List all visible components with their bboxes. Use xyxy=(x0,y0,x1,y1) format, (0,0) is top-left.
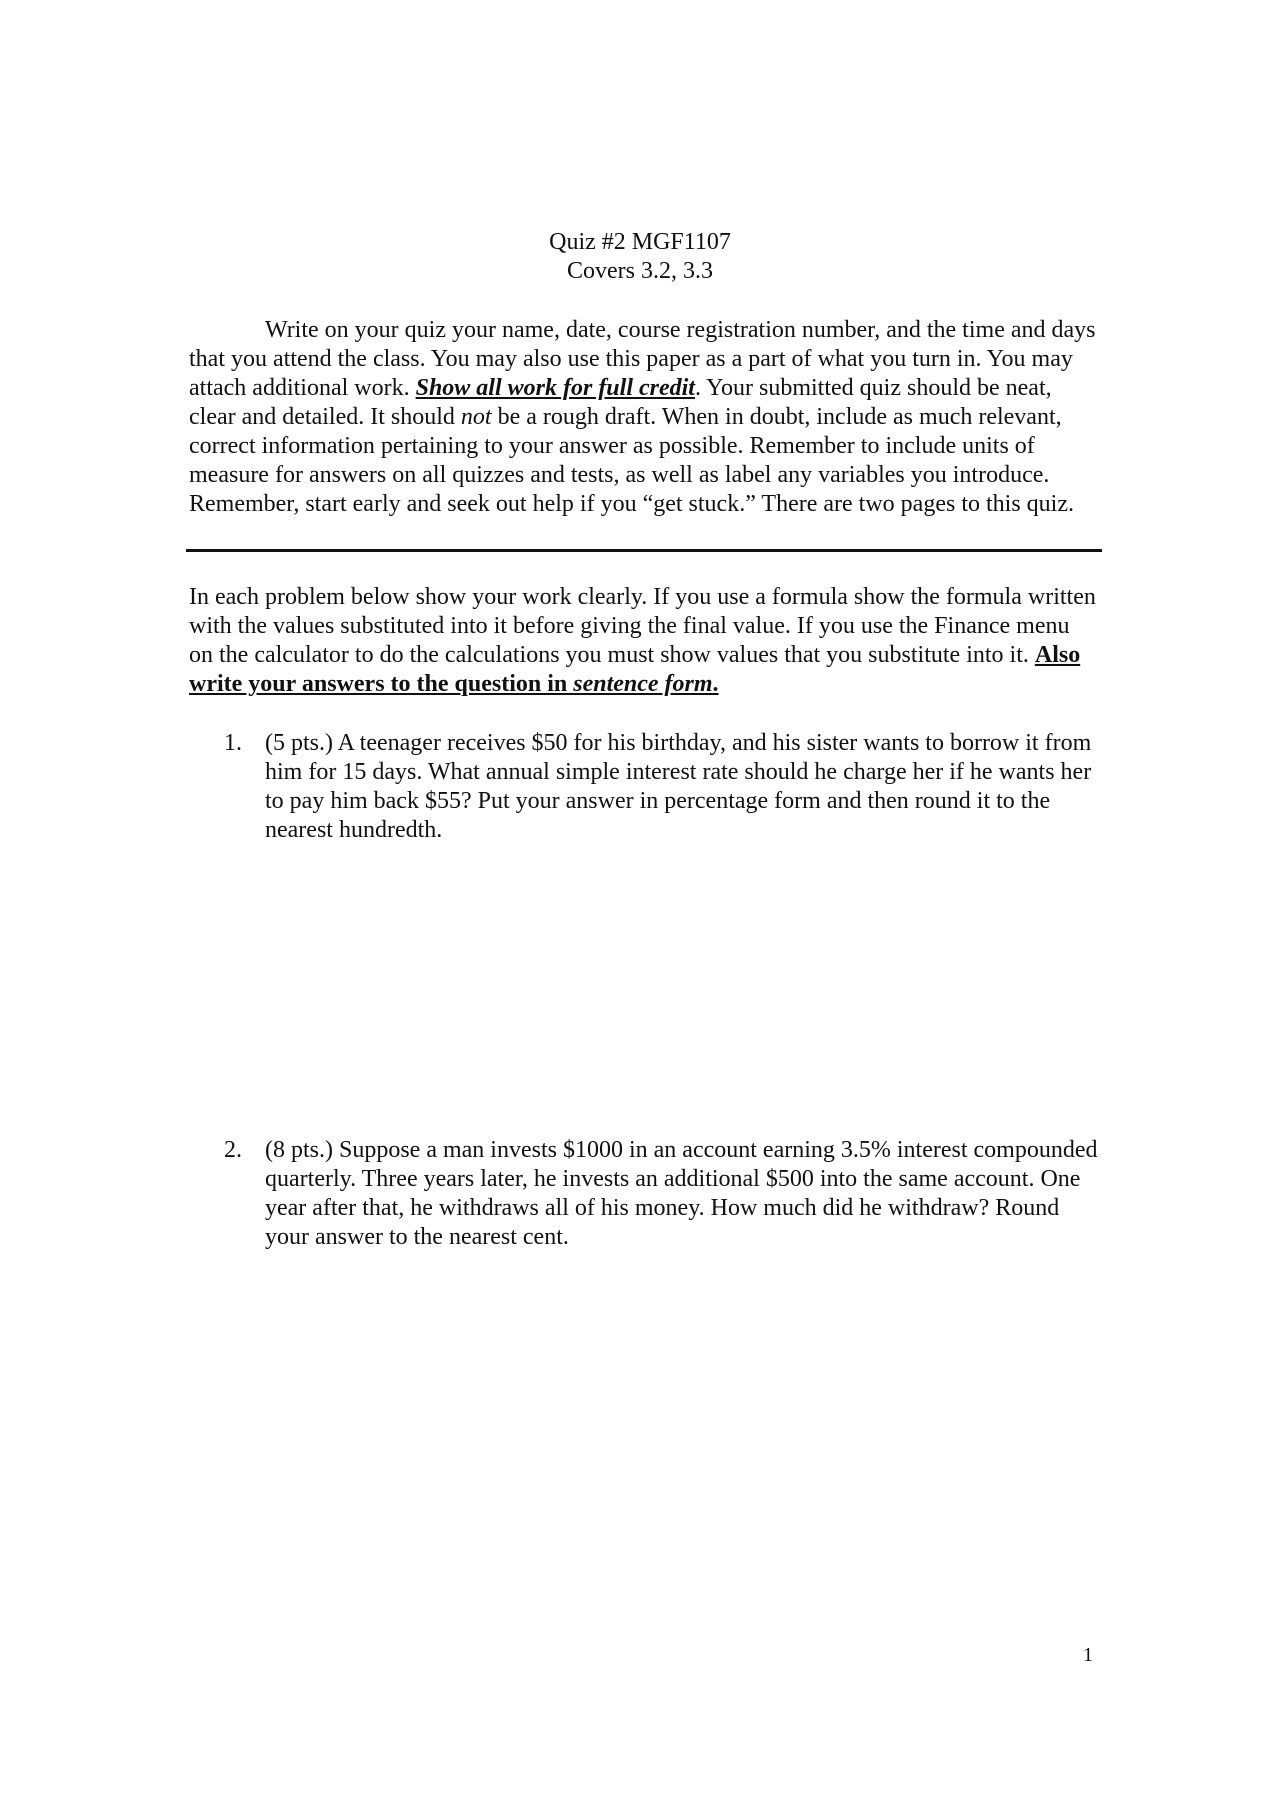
intro-text-3: be a rough draft. When in doubt, include as much relevant, correct information pertaining to your answer as possible. Remember to include units of measure for answers on all quizzes and tests, as well as label any variables you introduce. Remember, start early and seek out help if you “get stuck.” There are two pages to this quiz. xyxy=(189,404,1074,517)
problem-item xyxy=(189,729,1099,845)
instructions-paragraph xyxy=(189,583,1099,699)
instructions-bold-text: Also write your answers to the question in xyxy=(189,642,1081,697)
intro-not-word: not xyxy=(460,404,492,430)
instructions-bold-end: . xyxy=(712,671,719,697)
quiz-coverage: Covers 3.2, 3.3 xyxy=(567,258,713,284)
problem-item xyxy=(189,1136,1099,1252)
intro-paragraph xyxy=(189,316,1099,519)
problem-text: (8 pts.) Suppose a man invests $1000 in an account earning 3.5% interest compounded quarterly. Three years later, he invests an additional $500 into the same account. One year after that, he withdraws all of his money. How much did he withdraw? Round your answer to the nearest cent. xyxy=(265,1137,1098,1250)
quiz-header xyxy=(0,228,1280,286)
problem-number: 2. xyxy=(224,1137,242,1163)
instructions-text: In each problem below show your work clearly. If you use a formula show the formula written with the values substituted into it before giving the final value. If you use the Finance menu on the calculator to do the calculations you must show values that you substitute into it. xyxy=(189,584,1096,668)
intro-emphasis: Show all work for full credit xyxy=(415,375,695,401)
intro-text-1: Write on your quiz your name, date, course registration number, and the time and days that you attend the class. You may also use this paper as a part of what you turn in. You may attach additional work. xyxy=(189,317,1096,401)
horizontal-rule xyxy=(186,549,1102,552)
intro-text-2: . Your submitted quiz should be neat, clear and detailed. It should xyxy=(189,375,1052,430)
page-number: 1 xyxy=(1083,1644,1093,1666)
instructions-bold-italic: sentence form xyxy=(573,671,713,697)
problem-text: (5 pts.) A teenager receives $50 for his birthday, and his sister wants to borrow it from him for 15 days. What annual simple interest rate should he charge her if he wants her to pay him back $55? Put your answer in percentage form and then round it to the nearest hundredth. xyxy=(265,730,1092,843)
problem-number: 1. xyxy=(224,730,242,756)
quiz-title: Quiz #2 MGF1107 xyxy=(549,229,731,255)
